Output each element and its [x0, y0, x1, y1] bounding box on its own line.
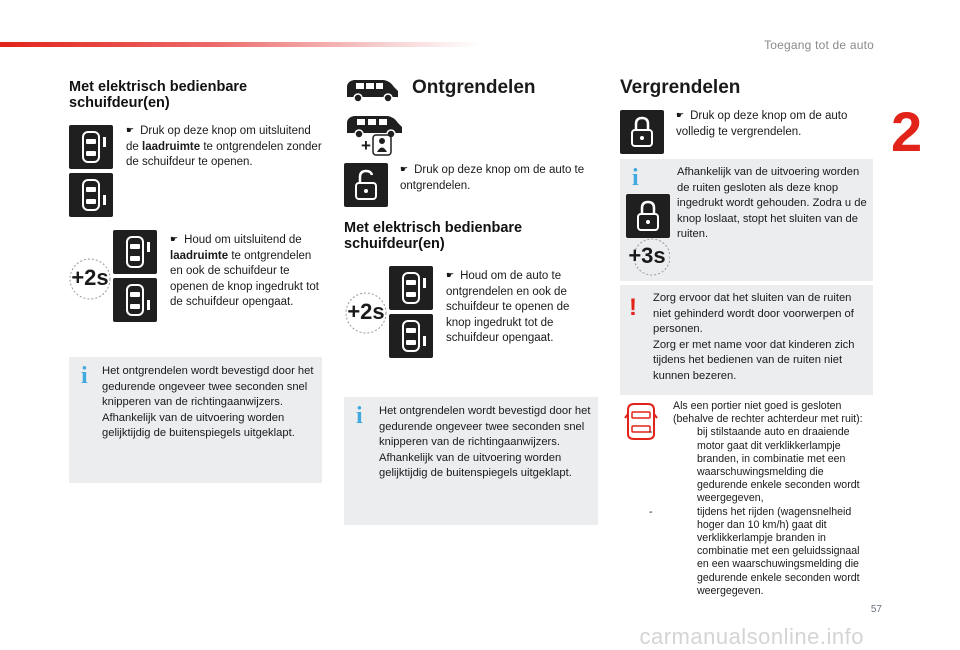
plus-sign: +	[361, 136, 371, 155]
arrow-bullet-icon: ☛	[126, 125, 135, 135]
car-door-icon	[69, 173, 113, 217]
load-open-button-bottom	[113, 278, 157, 322]
arrow-bullet-icon: ☛	[446, 270, 455, 280]
arrow-bullet-icon: ☛	[170, 234, 179, 244]
right-warning-box	[620, 285, 873, 395]
hold-3s-label: +3s	[628, 243, 666, 268]
middle-info-box	[344, 397, 598, 525]
van-icon	[344, 77, 400, 103]
door-open-button-bottom	[389, 314, 433, 358]
right-warning-text: Zorg ervoor dat het sluiten van de ruiten niet gehinderd wordt door voorwerpen of personen. Zorg er met name voor dat kinderen zich tijdens het bedienen van de ruiten niet kunnen bezeren.	[653, 292, 855, 382]
lock-button	[620, 110, 664, 154]
car-door-icon	[389, 314, 433, 358]
left-title: Met elektrisch bedienbare schuifdeur(en)	[69, 79, 248, 111]
hold-2s-label: +2s	[71, 265, 109, 290]
left-info-box	[69, 357, 322, 483]
middle-subtitle: Met elektrisch bedienbare schuifdeur(en)	[344, 220, 523, 252]
arrow-bullet-icon: ☛	[676, 110, 685, 120]
arrow-bullet-icon: ☛	[400, 164, 409, 174]
door-alert-item-2: - tijdens het rijden (wagensnelheid hoger dan 10 km/h) gaat dit verklikkerlampje branden in combinatie met een geluidssignaal en een waarschuwingsmelding die gedurende enkele seconden wordt weergegeven.	[649, 505, 860, 597]
car-door-icon	[113, 278, 157, 322]
hold-2s-label: +2s	[347, 299, 385, 324]
left-bullet-2: ☛ Houd om uitsluitend de laadruimte te ontgrendelen en ook de schuifdeur te openen de knop ingedrukt tot de schuifdeur opengaat.	[170, 234, 319, 308]
lock-title: Vergrendelen	[620, 77, 741, 98]
hold-2s-icon	[343, 290, 389, 336]
right-info-text: Afhankelijk van de uitvoering worden de ruiten gesloten als deze knop ingedrukt wordt gehouden. Zodra u de knop loslaat, stopt het sluiten van de ruiten.	[677, 166, 867, 240]
info-icon: i	[356, 403, 363, 429]
door-open-button-top	[389, 266, 433, 310]
info-icon: i	[632, 165, 639, 191]
header-gradient-bar	[0, 42, 480, 47]
middle-bullet-2: ☛ Houd om de auto te ontgrendelen en ook de schuifdeur te openen de knop ingedrukt tot de schuifdeur opengaat.	[446, 270, 570, 344]
warning-icon: !	[629, 294, 637, 321]
car-door-icon	[389, 266, 433, 310]
chapter-number: 2	[891, 100, 923, 163]
lock-button-hold	[626, 194, 670, 238]
load-unlock-button-bottom	[69, 173, 113, 217]
middle-bullet-1: ☛ Druk op deze knop om de auto te ontgrendelen.	[400, 164, 585, 192]
middle-info-text: Het ontgrendelen wordt bevestigd door het gedurende ongeveer twee seconden snel knipperen van de richtingaanwijzers. Afhankelijk van de uitvoering worden gelijktijdig de buitenspiegels uitgeklapt.	[379, 405, 591, 479]
unlock-title: Ontgrendelen	[412, 77, 536, 98]
person-seat-icon	[372, 134, 392, 156]
locked-padlock-icon	[626, 194, 670, 238]
load-open-button-top	[113, 230, 157, 274]
locked-padlock-icon	[620, 110, 664, 154]
right-bullet-1: ☛ Druk op deze knop om de auto volledig te vergrendelen.	[676, 110, 848, 138]
left-info-text: Het ontgrendelen wordt bevestigd door het gedurende ongeveer twee seconden snel knipperen van de richtingaanwijzers. Afhankelijk van de uitvoering worden gelijktijdig de buitenspiegels uitgeklapt.	[102, 365, 314, 439]
page-number: 57	[870, 604, 882, 615]
door-alert-text	[649, 400, 873, 598]
hold-2s-icon	[67, 256, 113, 302]
car-door-icon	[113, 230, 157, 274]
load-unlock-button-top	[69, 125, 113, 169]
watermark: carmanualsonline.info	[639, 624, 864, 649]
section-title: Toegang tot de auto	[764, 38, 874, 52]
unlocked-padlock-icon	[344, 163, 388, 207]
door-alert-item-1: - bij stilstaande auto en draaiende motor gaat dit verklikkerlampje branden, in combinatie met een waarschuwingsmelding die gedurende enkele seconden wordt weergegeven,	[649, 426, 860, 505]
door-alert-intro: Als een portier niet goed is gesloten (behalve de rechter achterdeur met ruit):	[673, 400, 863, 426]
unlock-button	[344, 163, 388, 207]
right-info-box	[620, 159, 873, 281]
info-icon: i	[81, 363, 88, 389]
left-bullet-1: ☛ Druk op deze knop om uitsluitend de laadruimte te ontgrendelen zonder de schuifdeur te openen.	[126, 125, 322, 168]
hold-3s-icon	[624, 236, 670, 278]
car-door-icon	[69, 125, 113, 169]
